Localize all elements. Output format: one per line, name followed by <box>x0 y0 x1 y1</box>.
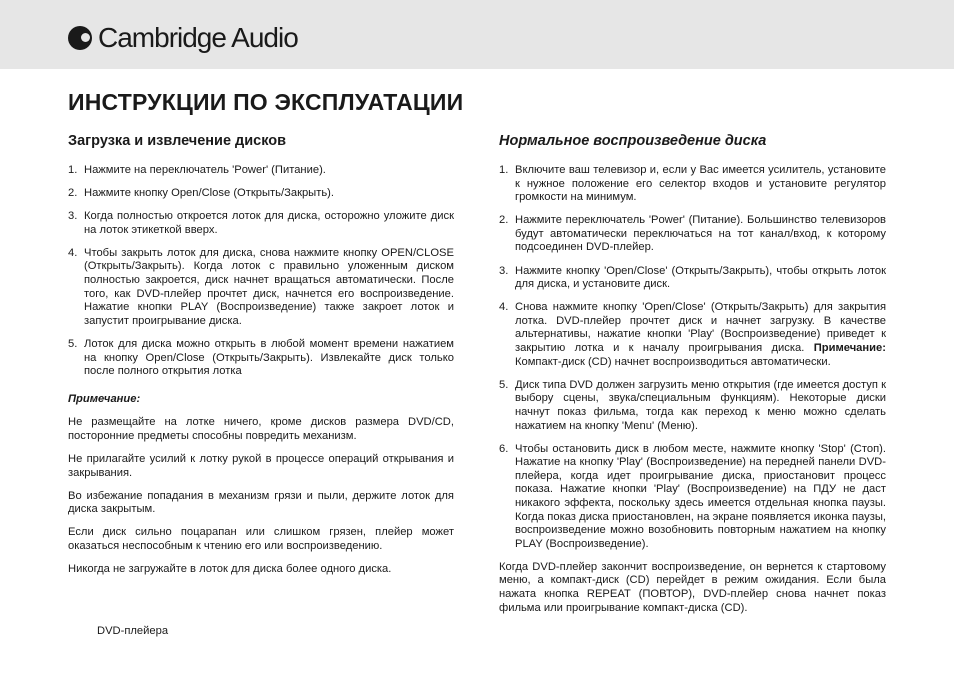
closing-paragraph: Когда DVD-плейер закончит воспроизведение, он вернется к стартовому меню, а компакт-диск (CD) перейдет в режим ожидания. Если была нажата кнопка REPEAT (ПОВТОР), DVD-плейер снова начнет показ фильма или проигрывание компакт-диска (CD). <box>499 560 886 614</box>
list-item <box>68 187 454 201</box>
list-item <box>499 379 886 433</box>
list-item-text: Чтобы остановить диск в любом месте, нажмите кнопку 'Stop' (Стоп). Нажатие на кнопку 'Play' (Воспроизведение) на передней панели DVD-плейера, когда идет проигрывание диска, приостановит процесс показа. Нажатие кнопки 'Play' (Воспроизведение) на ПДУ не даст никакого эффекта, поскольку здесь имеется отдельная кнопка паузы. Когда показ диска приостановлен, на экране появляется иконка паузы, воспроизведение можно возобновить повторным нажатием на кнопку PLAY (Воспроизведение). <box>515 442 886 550</box>
playback-section-heading: Нормальное воспроизведение диска <box>499 133 767 149</box>
loading-steps-list <box>68 164 454 379</box>
list-item <box>499 443 886 552</box>
list-item-text: Нажмите кнопку Open/Close (Открыть/Закрыть). <box>84 187 335 200</box>
note-paragraph: Если диск сильно поцарапан или слишком грязен, плейер может оказаться неспособным к чтению его или воспроизведению. <box>68 526 454 552</box>
brand-logo-icon <box>68 26 92 50</box>
list-item-number: 1. <box>68 164 78 176</box>
list-item <box>499 214 886 255</box>
list-item-number: 1. <box>499 164 509 176</box>
right-column <box>499 132 886 625</box>
list-item-text: Нажмите кнопку 'Open/Close' (Открыть/Закрыть), чтобы открыть лоток для диска, и установите диск. <box>515 264 886 291</box>
brand-logo <box>68 22 298 54</box>
list-item <box>68 210 454 237</box>
list-item-text: Лоток для диска можно открыть в любой момент времени нажатием на кнопку Open/Close (Открыть/Закрыть). Извлекайте диск только после полного открытия лотка <box>84 337 454 378</box>
list-item-number: 3. <box>68 210 78 223</box>
list-item-number: 2. <box>68 187 78 200</box>
page-footer: DVD-плейера <box>97 625 169 637</box>
note-paragraph: Во избежание попадания в механизм грязи и пыли, держите лоток для диска закрытым. <box>68 489 454 516</box>
list-item-text: Чтобы закрыть лоток для диска, снова нажмите кнопку OPEN/CLOSE (Открыть/Закрыть). Когда лоток с правильно уложенным диском полностью закроется, диск начнет вращаться автоматически. После того, как DVD-плейер прочтет диск, начнется его воспроизведение. Нажатие кнопки PLAY (Воспроизведение) также закроет лоток и запустит проигрывание диска. <box>84 246 454 327</box>
list-item-number: 3. <box>499 264 509 277</box>
note-paragraph: Не прилагайте усилий к лотку рукой в процессе операций открывания и закрывания. <box>68 453 454 479</box>
list-item <box>68 247 454 329</box>
list-item-number: 5. <box>499 378 509 391</box>
list-item-text: Компакт-диск (CD) начнет воспроизводиться автоматически. <box>515 355 831 368</box>
note-heading: Примечание: <box>68 392 141 405</box>
left-column <box>68 132 454 586</box>
list-item-text: Когда полностью откроется лоток для диска, осторожно уложите диск на лоток этикеткой вверх. <box>84 210 454 236</box>
list-item <box>499 301 886 369</box>
note-label: Примечание: <box>813 342 886 355</box>
list-item <box>68 164 454 178</box>
list-item <box>499 164 886 205</box>
note-paragraph: Не размещайте на лотке ничего, кроме дисков размера DVD/CD, посторонние предметы способны повредить механизм. <box>68 416 454 442</box>
list-item-number: 4. <box>68 246 78 259</box>
list-item <box>499 265 886 292</box>
list-item-text: Включите ваш телевизор и, если у Вас имеется усилитель, установите к нужное положение его селектор входов и установите регулятор громкости на минимум. <box>515 164 886 204</box>
page-title: ИНСТРУКЦИИ ПО ЭКСПЛУАТАЦИИ <box>68 89 464 115</box>
note-paragraph: Никогда не загружайте в лоток для диска более одного диска. <box>68 563 392 576</box>
list-item-number: 5. <box>68 337 78 350</box>
list-item-text: Нажмите переключатель 'Power' (Питание). Большинство телевизоров будут автоматически переключаться на тот канал/вход, к которому подсоединен DVD-плейер. <box>515 214 886 254</box>
playback-steps-list <box>499 164 886 551</box>
list-item-number: 6. <box>499 442 509 455</box>
list-item-number: 4. <box>499 301 509 314</box>
page-header <box>0 0 954 69</box>
list-item-number: 2. <box>499 214 509 227</box>
brand-name: Cambridge Audio <box>98 22 298 53</box>
list-item-text: Диск типа DVD должен загрузить меню открытия (где имеется доступ к выбору сцены, звука/специальным функциям). Некоторые диски начнут показ фильма, тогда как переход к меню можно сделать нажатием на кнопку 'Menu' (Меню). <box>515 378 886 432</box>
list-item-text: Снова нажмите кнопку 'Open/Close' (Открыть/Закрыть) для закрытия лотка. DVD-плейер прочтет диск и начнет загрузку. В качестве альтернативы, нажатие кнопки 'Play' (Воспроизведение) приведет к закрытию лотка и к началу проигрывания диска. <box>515 301 886 355</box>
list-item-text: Нажмите на переключатель 'Power' (Питание). <box>84 164 326 176</box>
list-item <box>68 338 454 379</box>
loading-section-heading: Загрузка и извлечение дисков <box>68 133 287 149</box>
